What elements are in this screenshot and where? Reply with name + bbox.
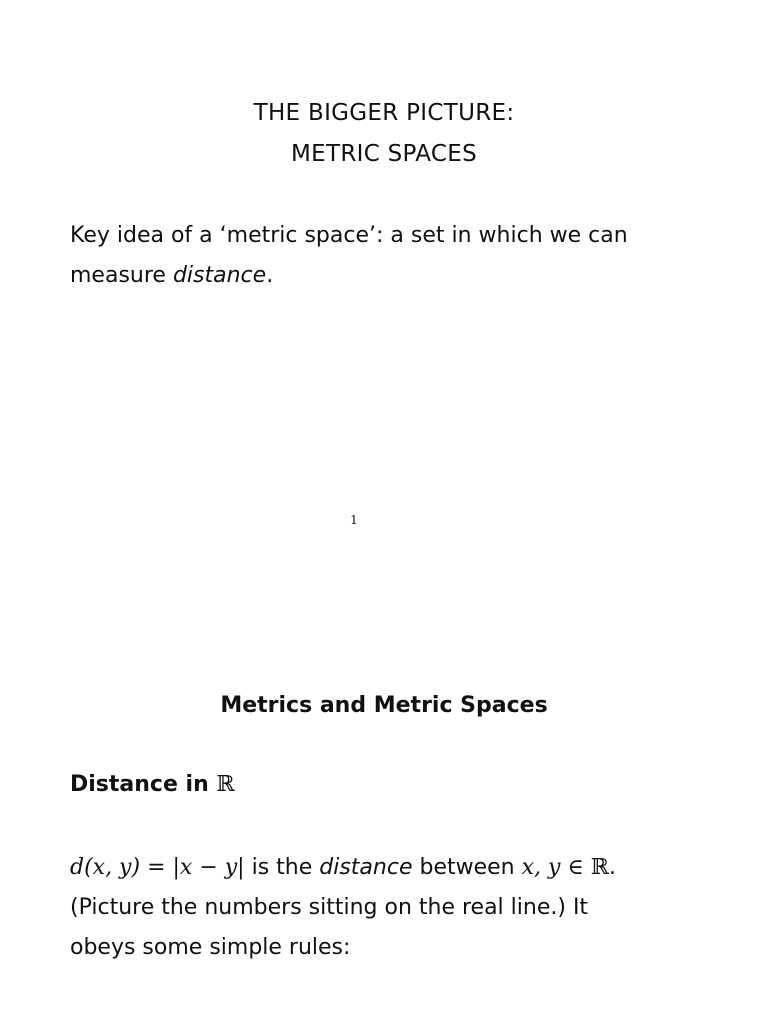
definition-line-2: (Picture the numbers sitting on the real line.) It [70,895,589,920]
page-number: 1 [350,513,358,527]
definition-paragraph [70,848,710,968]
reals-symbol-2: ℝ [590,855,610,880]
title-line-1: THE BIGGER PICTURE: [253,100,515,126]
formula-lhs: d(x, y) [70,855,141,880]
intro-paragraph [70,216,710,296]
title-line-2: METRIC SPACES [291,141,477,167]
intro-line-2-prefix: measure [70,263,173,288]
intro-line-2 [70,256,710,296]
intro-line-2-suffix: . [266,263,274,288]
definition-end: . [609,855,617,880]
element-of-symbol: ∈ [560,855,591,880]
variables: x, y [521,855,561,880]
intro-line-1: Key idea of a ‘metric space’: a set in which we can [70,223,628,248]
subsection-heading [70,772,235,797]
reals-symbol: ℝ [216,772,235,797]
definition-line-3: obeys some simple rules: [70,935,351,960]
distance-emphasis: distance [172,263,267,288]
definition-between: between [412,855,522,880]
distance-emphasis-2: distance [319,855,413,880]
section-heading: Metrics and Metric Spaces [220,693,548,718]
subheading-text: Distance in [70,772,217,797]
definition-mid: is the [244,855,320,880]
definition-line-1 [70,848,710,888]
formula-equals: = [140,855,173,880]
formula-rhs: |x − y| [172,855,245,880]
